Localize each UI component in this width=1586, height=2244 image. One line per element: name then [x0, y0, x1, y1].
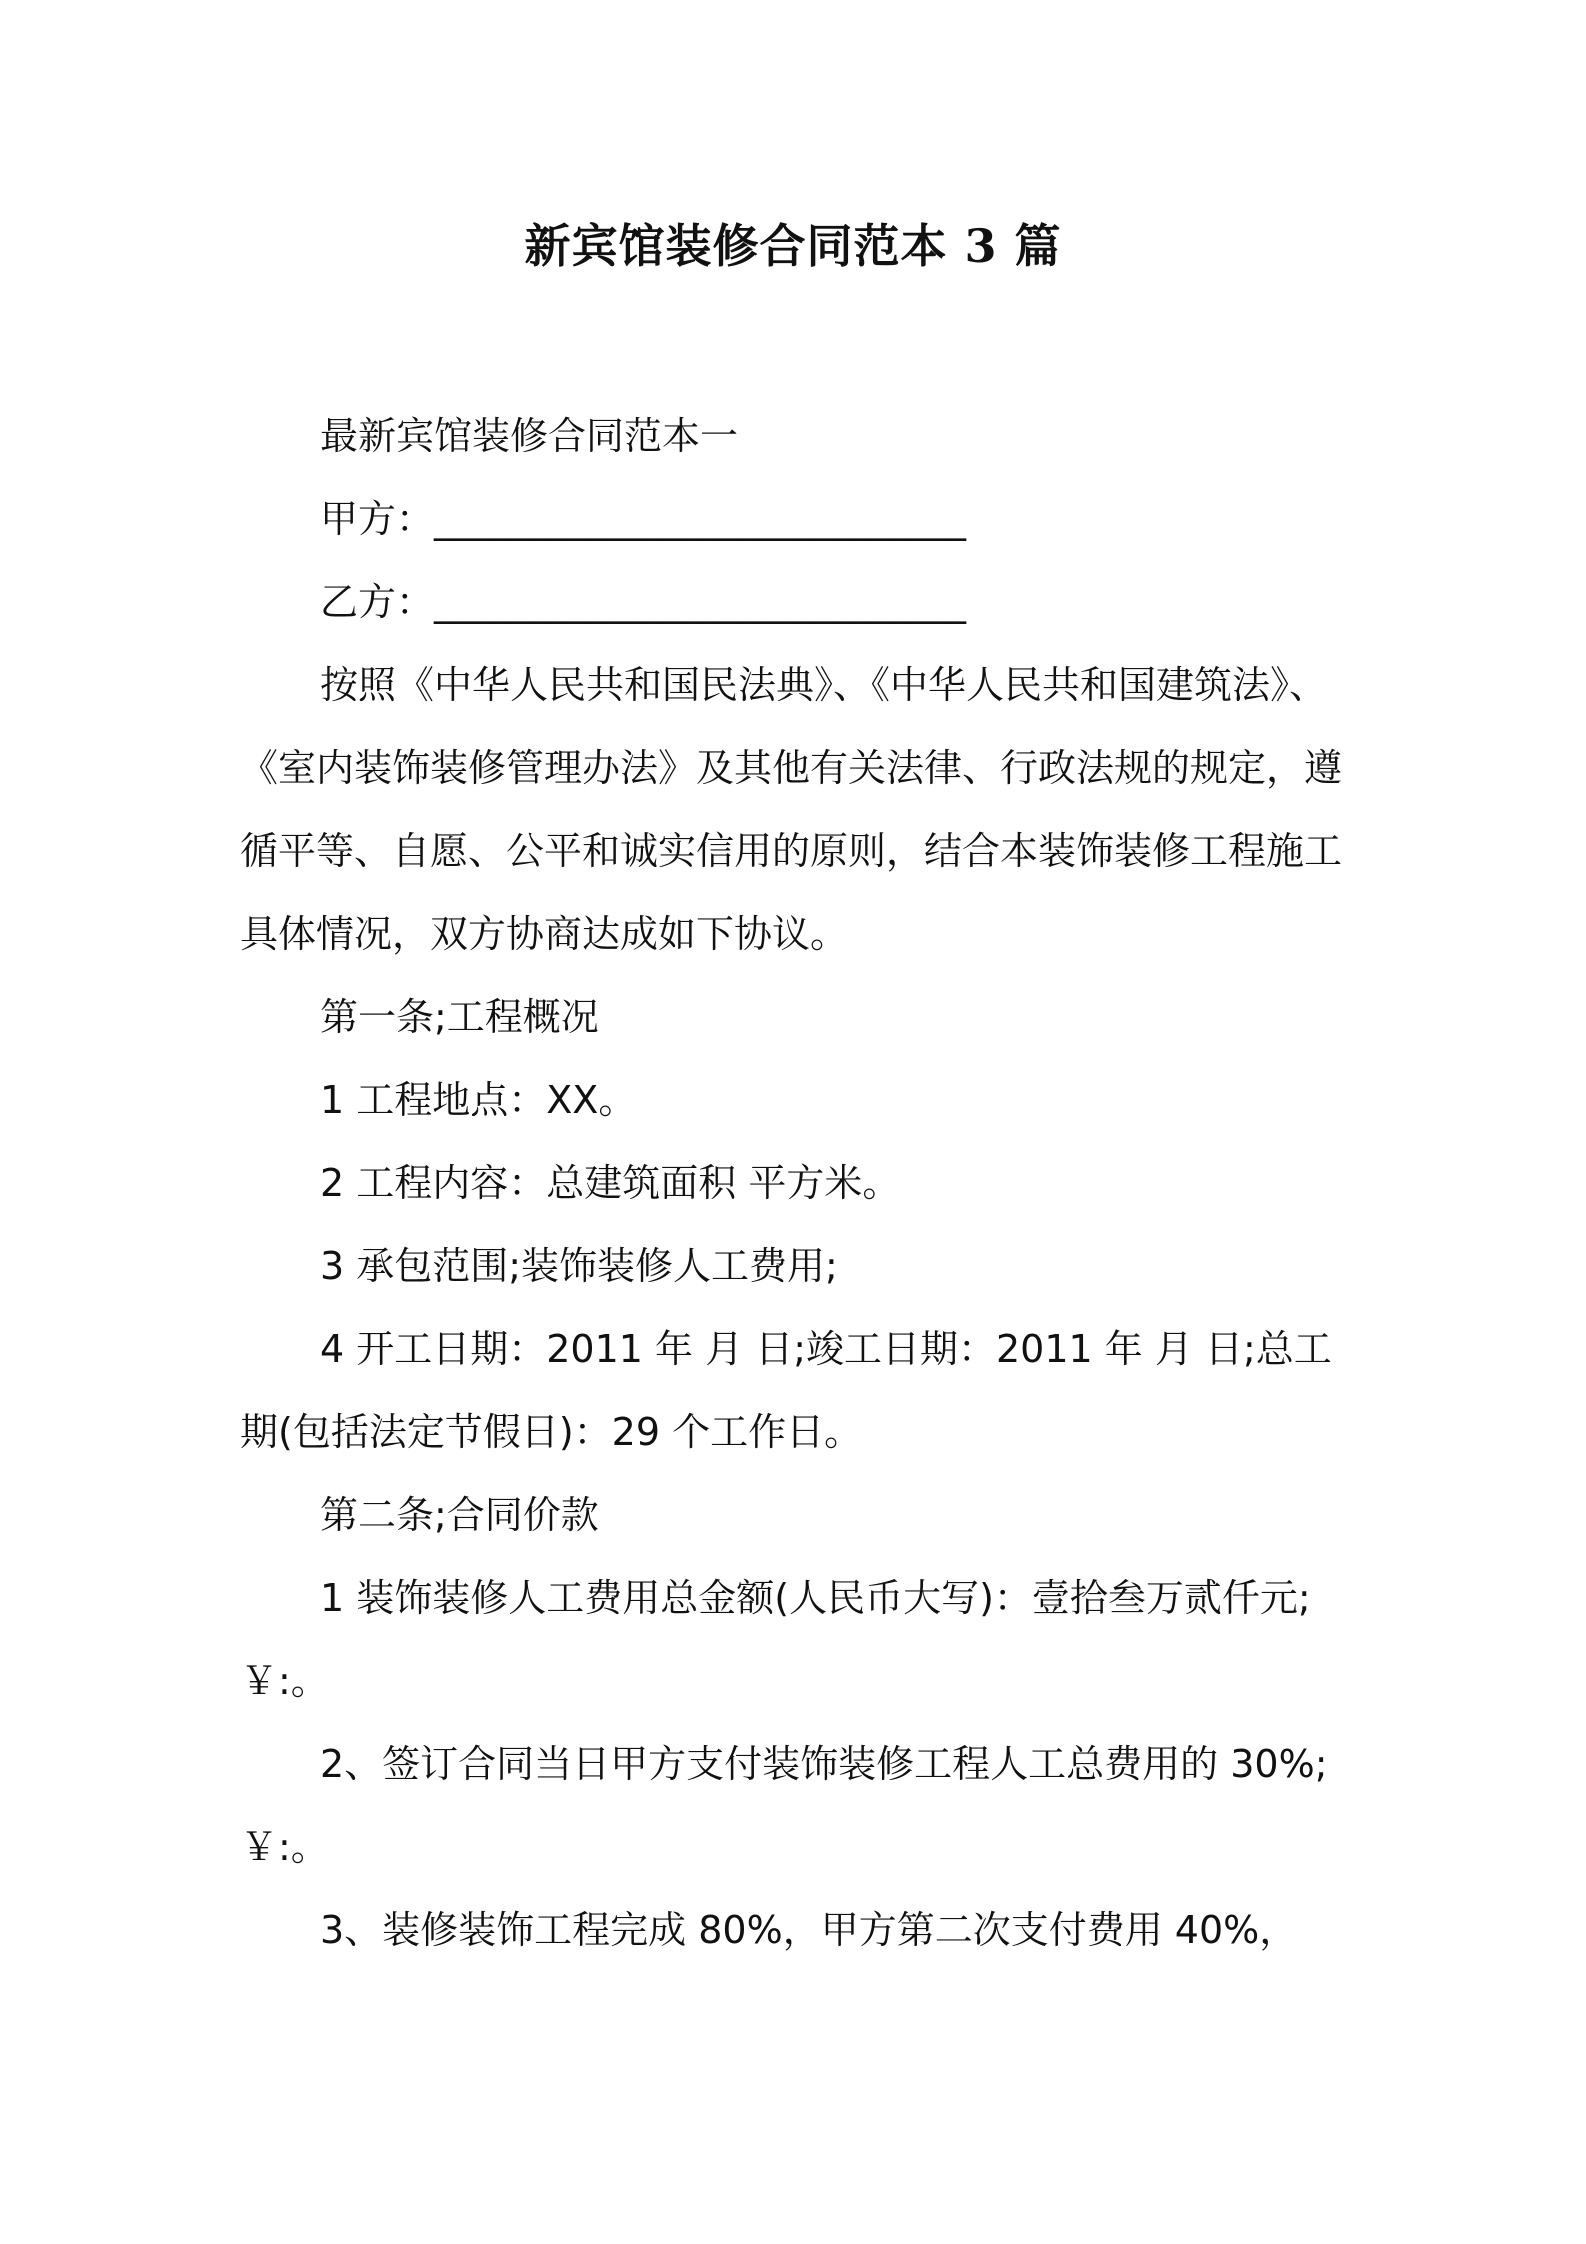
article-1-heading: 第一条;工程概况: [320, 995, 599, 1039]
article-2-item-2: 2、签订合同当日甲方支付装饰装修工程人工总费用的 30%;￥:。: [240, 1742, 1328, 1869]
article-1-item-4: 4 开工日期：2011 年 月 日;竣工日期：2011 年 月 日;总工期(包括法定节假日)：29 个工作日。: [240, 1327, 1332, 1454]
document-body: [240, 395, 1360, 1972]
party-a-line: 甲方：____________________________: [320, 497, 967, 541]
preamble-paragraph: 按照《中华人民共和国民法典》、《中华人民共和国建筑法》、《室内装饰装修管理办法》及其他有关法律、行政法规的规定，遵循平等、自愿、公平和诚实信用的原则，结合本装饰装修工程施工具体情况，双方协商达成如下协议。: [240, 663, 1343, 956]
section-heading: 最新宾馆装修合同范本一: [320, 414, 739, 458]
article-1-item-2: 2 工程内容：总建筑面积 平方米。: [320, 1161, 901, 1205]
article-1-item-1: 1 工程地点：XX。: [320, 1078, 637, 1122]
article-2-item-3: 3、装修装饰工程完成 80%，甲方第二次支付费用 40%，: [320, 1908, 1298, 1952]
party-b-line: 乙方：____________________________: [320, 580, 967, 624]
article-2-heading: 第二条;合同价款: [320, 1493, 599, 1537]
document-title: 新宾馆装修合同范本 3 篇: [524, 219, 1062, 273]
article-2-item-1: 1 装饰装修人工费用总金额(人民币大写)：壹拾叁万贰仟元;￥:。: [240, 1576, 1311, 1703]
article-1-item-3: 3 承包范围;装饰装修人工费用;: [320, 1244, 838, 1288]
